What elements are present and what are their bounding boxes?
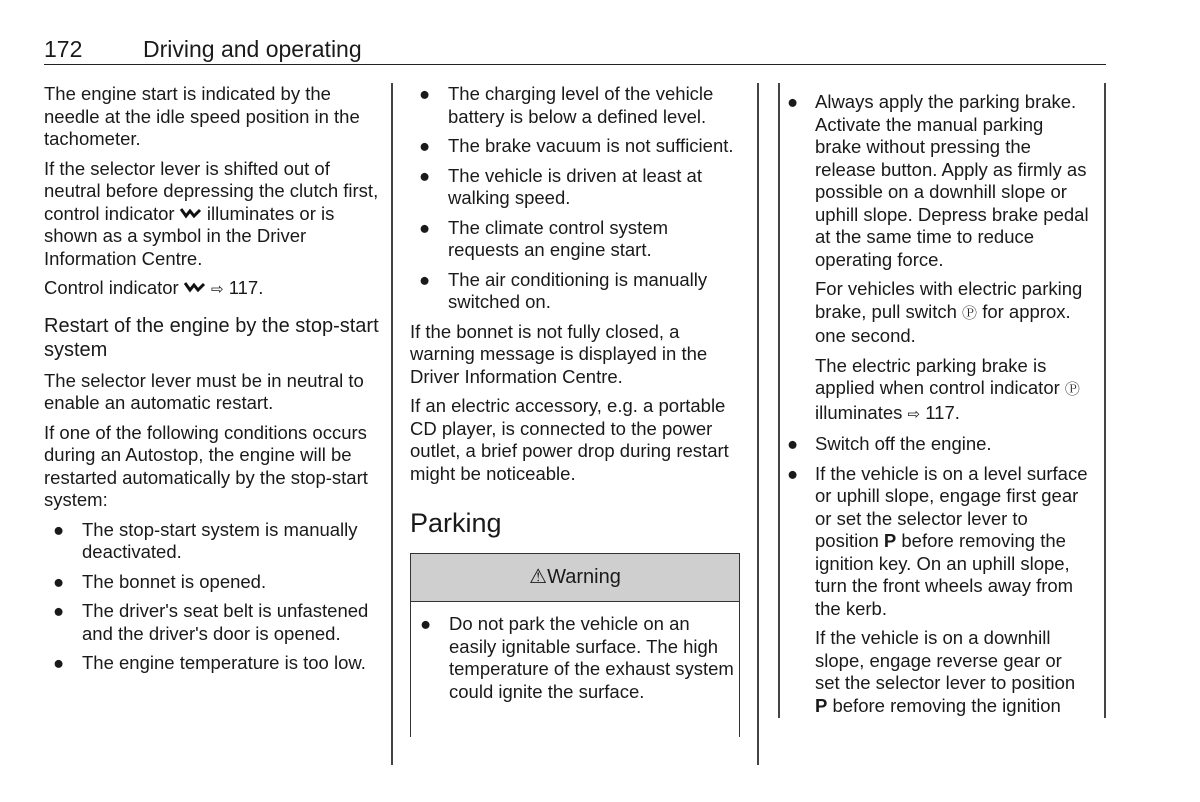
- subsection-heading: Restart of the engine by the stop-start system: [44, 314, 379, 361]
- bullet-icon: ●: [787, 91, 799, 112]
- paragraph: If the bonnet is not fully closed, a warning message is displayed in the Driver Information Centre.: [410, 320, 708, 387]
- bullet-icon: ●: [787, 462, 799, 484]
- list-item: ● The climate control system requests an engine start.: [419, 216, 669, 260]
- warning-box: [410, 553, 740, 737]
- bullet-icon: ●: [419, 164, 431, 186]
- list-item: ● The bonnet is opened.: [53, 570, 267, 592]
- reference-arrow-icon: ⇨: [907, 405, 921, 423]
- column-left: [44, 83, 379, 682]
- stop-start-icon: [184, 280, 206, 294]
- list-item: ● The vehicle is driven at least at walking speed.: [419, 164, 702, 208]
- list-item: ● The brake vacuum is not sufficient.: [419, 135, 734, 156]
- list-item: ● Always apply the parking brake. Activate the manual parking brake without pressing the release button. Apply as firmly as possible on a downhill slope or uphill slope. Depress brake pedal at the same time to reduce operating force.: [787, 91, 1089, 270]
- stop-start-icon: [180, 206, 202, 220]
- bullet-bar: [1104, 83, 1106, 718]
- bullet-list: [785, 91, 1090, 271]
- paragraph: For vehicles with electric parking brake, pull switch Ⓟ for approx. one second.: [815, 278, 1083, 346]
- paragraph: If the vehicle is on a downhill slope, engage reverse gear or set the selector lever to position P before removing the ignition: [815, 627, 1076, 716]
- bullet-icon: ●: [53, 652, 65, 673]
- list-item: ● The stop-start system is manually deactivated.: [53, 518, 358, 562]
- column-divider: [391, 83, 393, 765]
- paragraph: If the selector lever is shifted out of neutral before depressing the clutch first, control indicator illuminates or is shown as a symbol in the Driver Information Centre.: [44, 157, 379, 269]
- page-number: 172: [44, 36, 83, 62]
- bullet-icon: ●: [53, 518, 65, 540]
- bullet-icon: ●: [419, 135, 431, 156]
- bullet-icon: ●: [420, 613, 432, 634]
- paragraph: The selector lever must be in neutral to enable an automatic restart.: [44, 369, 364, 413]
- paragraph: Control indicator ⇨ 117.: [44, 277, 379, 302]
- paragraph: The electric parking brake is applied when control indicator Ⓟ illuminates ⇨ 117.: [785, 355, 1090, 427]
- page-title: Driving and operating: [143, 36, 362, 62]
- bullet-list: [785, 433, 1090, 620]
- paragraph: If one of the following conditions occurs during an Autostop, the engine will be restarted automatically by the stop-start system:: [44, 421, 368, 510]
- bullet-icon: ●: [53, 600, 65, 621]
- warning-header: [411, 554, 739, 602]
- bullet-icon: ●: [53, 570, 65, 592]
- list-item: ● The engine temperature is too low.: [53, 652, 366, 673]
- list-item: ● Do not park the vehicle on an easily ignitable surface. The high temperature of the exhaust system could ignite the surface.: [420, 613, 734, 702]
- warning-title: Warning: [547, 566, 621, 589]
- bullet-bar: [778, 83, 780, 718]
- bullet-icon: ●: [419, 216, 431, 238]
- warning-triangle-icon: ⚠: [529, 566, 548, 589]
- list-item: ● The air conditioning is manually switched on.: [419, 268, 708, 312]
- bullet-icon: ●: [787, 433, 799, 454]
- bullet-list: [44, 519, 379, 675]
- list-item: ● The charging level of the vehicle battery is below a defined level.: [419, 83, 714, 127]
- reference-arrow-icon: ⇨: [210, 281, 224, 298]
- bullet-icon: ●: [419, 83, 431, 104]
- parking-brake-icon: Ⓟ: [1064, 381, 1080, 398]
- paragraph: The engine start is indicated by the needle at the idle speed position in the tachometer.: [44, 83, 360, 149]
- bullet-list: [410, 83, 740, 314]
- list-item: ● If the vehicle is on a level surface or uphill slope, engage first gear or set the selector lever to position P before removing the ignition key. On an uphill slope, turn the front wheels away from the kerb.: [787, 462, 1088, 619]
- paragraph: If an electric accessory, e.g. a portable CD player, is connected to the power outlet, a brief power drop during restart might be noticeable.: [410, 395, 729, 484]
- bullet-icon: ●: [419, 268, 431, 290]
- parking-brake-icon: Ⓟ: [962, 304, 978, 322]
- column-divider: [757, 83, 759, 765]
- column-right: [785, 91, 1090, 724]
- list-item: ● The driver's seat belt is unfastened and the driver's door is opened.: [53, 600, 369, 644]
- section-heading: Parking: [410, 508, 502, 538]
- page-header: [44, 34, 1106, 65]
- column-middle: [410, 83, 740, 737]
- bullet-list: [411, 613, 739, 703]
- list-item: ● Switch off the engine.: [787, 433, 992, 454]
